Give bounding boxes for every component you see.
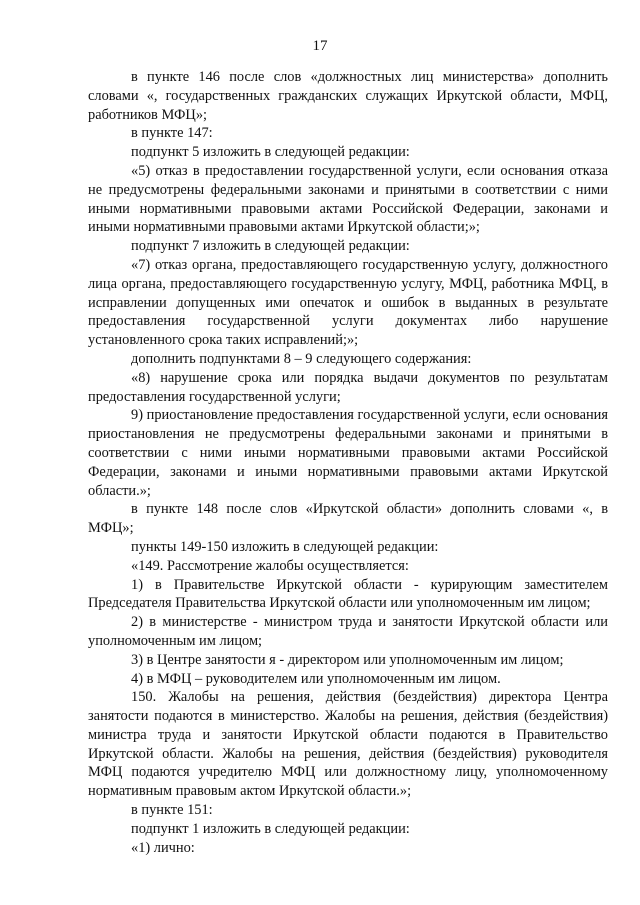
paragraph: «5) отказ в предоставлении государственной услуги, если основания отказа не предусмотрены федеральными законами и принятыми в соответствии с ними иными нормативными правовыми актами Российской Федерации, законами и иными нормативными правовыми актами Иркутской области;»; [88,162,608,236]
paragraph: в пункте 151: [131,802,213,819]
paragraph: в пункте 148 после слов «Иркутской области» дополнить словами «, в МФЦ»; [88,501,608,537]
paragraph: 9) приостановление предоставления государственной услуги, если основания приостановления не предусмотрены федеральными законами и принятыми в соответствии с ними иными нормативными правовыми актами Российской Федерации, законами и иными нормативными правовыми актами Иркутской области.»; [88,407,608,499]
paragraph: «7) отказ органа, предоставляющего государственную услугу, должностного лица органа, предоставляющего государственную услугу, МФЦ, работника МФЦ, в исправлении допущенных ими опечаток и ошибок в выданных в результате предоставления государственной услуги документах либо нарушение установленного срока таких исправлений;»; [88,256,608,349]
paragraph: «1) лично: [131,839,195,856]
paragraph: «8) нарушение срока или порядка выдачи документов по результатам предоставления государственной услуги; [88,369,608,405]
paragraph: подпункт 5 изложить в следующей редакции: [131,144,410,161]
page-number: 17 [312,38,328,54]
paragraph: 4) в МФЦ – руководителем или уполномоченным им лицом. [131,670,501,687]
paragraph: 3) в Центре занятости я - директором или уполномоченным им лицом; [131,651,564,668]
paragraph: 1) в Правительстве Иркутской области - курирующим заместителем Председателя Правительства Иркутской области или уполномоченным им лицом; [88,576,608,612]
paragraph: 150. Жалобы на решения, действия (бездействия) директора Центра занятости подаются в министерство. Жалобы на решения, действия (бездействия) министра труда и занятости Иркутской области подаются в Правительство Иркутской области. Жалобы на решения, действия (бездействия) руководителя МФЦ подаются учредителю МФЦ или должностному лицу, уполномоченному нормативным правовым актом Иркутской области.»; [88,689,608,800]
paragraph: подпункт 1 изложить в следующей редакции: [131,820,410,837]
paragraph: в пункте 146 после слов «должностных лиц министерства» дополнить словами «, государственных гражданских служащих Иркутской области, МФЦ, работников МФЦ»; [88,69,608,123]
paragraph: подпункт 7 изложить в следующей редакции: [131,238,410,255]
paragraph: 2) в министерстве - министром труда и занятости Иркутской области или уполномоченным им лицом; [88,614,608,649]
paragraph: в пункте 147: [131,125,213,142]
document-body [88,68,608,857]
paragraph: пункты 149-150 изложить в следующей редакции: [131,538,439,555]
paragraph: дополнить подпунктами 8 – 9 следующего содержания: [131,350,472,367]
paragraph: «149. Рассмотрение жалобы осуществляется: [131,557,409,574]
